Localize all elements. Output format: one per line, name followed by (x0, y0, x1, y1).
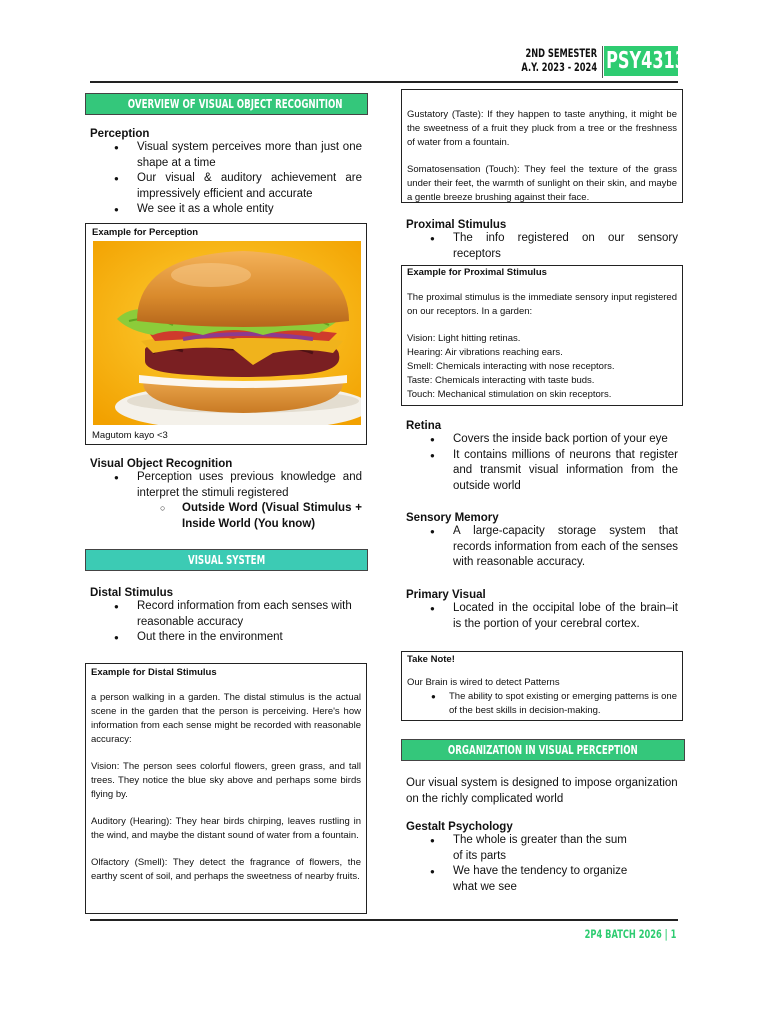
footer-text: 2P4 BATCH 2026 | 1 (584, 927, 676, 941)
take-note-bullets (407, 690, 677, 717)
primary-visual-heading: Primary Visual (406, 589, 486, 601)
burger-caption: Magutom kayo <3 (92, 430, 168, 441)
list-item: ● The info registered on our sensory receptors (406, 231, 678, 262)
example-distal-paragraph: Olfactory (Smell): They detect the fragrance of flowers, the earthy scent of soil, and perhaps the sweetness of nearby fruits. (91, 857, 361, 882)
list-item: ● The ability to spot existing or emerging patterns is one of the best skills in decision-making. (407, 690, 677, 717)
academic-year-text: A.Y. 2023 - 2024 (521, 60, 597, 74)
proximal-line: Vision: Light hitting retinas. (407, 333, 521, 344)
visual-system-banner-text: VISUAL SYSTEM (187, 553, 266, 567)
list-item: ● Our visual & auditory achievement are impressively efficient and accurate (90, 171, 362, 202)
example-proximal-intro: The proximal stimulus is the immediate sensory input registered on our receptors. In a garden: (407, 292, 677, 317)
sensory-memory-section (406, 512, 678, 571)
list-item: ● The whole is greater than the sum of its parts (406, 833, 678, 864)
example-distal-title: Example for Distal Stimulus (91, 667, 217, 678)
example-perception-title: Example for Perception (92, 227, 199, 238)
list-item: ● Located in the occipital lobe of the brain–it is the portion of your cerebral cortex. (406, 601, 678, 632)
take-note-box (401, 651, 683, 721)
burger-photo (93, 241, 361, 425)
proximal-line: Smell: Chemicals interacting with nose receptors. (407, 361, 615, 372)
retina-section (406, 420, 678, 494)
example-proximal-box (401, 265, 683, 406)
sensory-memory-heading: Sensory Memory (406, 512, 499, 524)
organization-banner (401, 739, 685, 761)
overview-banner-text: OVERVIEW OF VISUAL OBJECT RECOGNITION (127, 97, 343, 111)
primary-visual-bullets (406, 601, 678, 632)
perception-bullets (90, 140, 362, 218)
list-item: ● Visual system perceives more than just one shape at a time (90, 140, 362, 171)
overview-banner (85, 93, 368, 115)
gestalt-heading: Gestalt Psychology (406, 821, 513, 833)
proximal-heading: Proximal Stimulus (406, 219, 507, 231)
gestalt-bullets (406, 833, 678, 895)
organization-text: Our visual system is designed to impose organization on the richly complicated world (406, 777, 678, 805)
proximal-bullets (406, 231, 678, 262)
proximal-line: Taste: Chemicals interacting with taste buds. (407, 375, 595, 386)
continued-distal-box (401, 89, 683, 203)
header-divider (602, 46, 603, 78)
header-rule (90, 81, 678, 83)
example-distal-paragraph: a person walking in a garden. The distal stimulus is the actual scene in the garden that the person is perceiving. Here's how information from each sense might be recorded with reasonable accuracy: (91, 692, 361, 745)
retina-bullets (406, 432, 678, 494)
vor-section (90, 458, 362, 532)
semester-text: 2ND SEMESTER (525, 46, 597, 60)
proximal-section (406, 219, 678, 262)
example-distal-paragraph: Vision: The person sees colorful flowers, green grass, and tall trees. They notice the blue sky above and perhaps some birds flying by. (91, 761, 361, 800)
list-item: ● Out there in the environment (90, 630, 362, 646)
take-note-title: Take Note! (407, 654, 455, 665)
footer-label (549, 927, 676, 941)
gestalt-section (406, 821, 678, 895)
retina-heading: Retina (406, 420, 442, 432)
course-code-text: PSY4313 (606, 48, 686, 74)
list-item: ● It contains millions of neurons that register and transmit visual information from the outside world (406, 448, 678, 495)
touch-paragraph: Somatosensation (Touch): They feel the texture of the grass under their feet, the warmth of sunlight on their skin, and maybe a gentle breeze brushing against their face. (407, 164, 677, 203)
sensory-memory-bullets (406, 524, 678, 571)
gustatory-paragraph: Gustatory (Taste): If they happen to taste anything, it might be the sweetness of a fruit they pluck from a tree or the freshness of water from a fountain. (407, 109, 677, 148)
list-item: ● We see it as a whole entity (90, 202, 362, 218)
proximal-line: Touch: Mechanical stimulation on skin receptors. (407, 389, 612, 400)
proximal-line: Hearing: Air vibrations reaching ears. (407, 347, 563, 358)
vor-sub-bullets (90, 501, 362, 532)
semester-label (492, 46, 597, 74)
primary-visual-section (406, 589, 678, 632)
footer-rule (90, 919, 678, 921)
example-distal-paragraph: Auditory (Hearing): They hear birds chirping, leaves rustling in the wind, and maybe the distant sound of water from a fountain. (91, 816, 361, 841)
example-proximal-title: Example for Proximal Stimulus (407, 267, 547, 278)
organization-banner-text: ORGANIZATION IN VISUAL PERCEPTION (448, 743, 638, 757)
list-item: ● Perception uses previous knowledge and interpret the stimuli registered (90, 470, 362, 501)
list-item: ● Covers the inside back portion of your eye (406, 432, 678, 448)
take-note-line: Our Brain is wired to detect Patterns (407, 677, 560, 688)
list-item: ○ Outside Word (Visual Stimulus + Inside World (You know) (90, 501, 362, 532)
distal-bullets (90, 599, 362, 646)
list-item: ● We have the tendency to organize what we see (406, 864, 678, 895)
example-distal-box (85, 663, 367, 914)
perception-section (90, 128, 362, 218)
burger-illustration (93, 241, 361, 425)
perception-heading: Perception (90, 128, 150, 140)
vor-bullets (90, 470, 362, 501)
course-code-badge (604, 46, 686, 76)
distal-section (90, 587, 362, 646)
list-item: ● Record information from each senses with reasonable accuracy (90, 599, 362, 630)
distal-heading: Distal Stimulus (90, 587, 174, 599)
list-item: ● A large-capacity storage system that records information from each of the senses with reasonable accuracy. (406, 524, 678, 571)
vor-heading: Visual Object Recognition (90, 458, 233, 470)
visual-system-banner (85, 549, 368, 571)
